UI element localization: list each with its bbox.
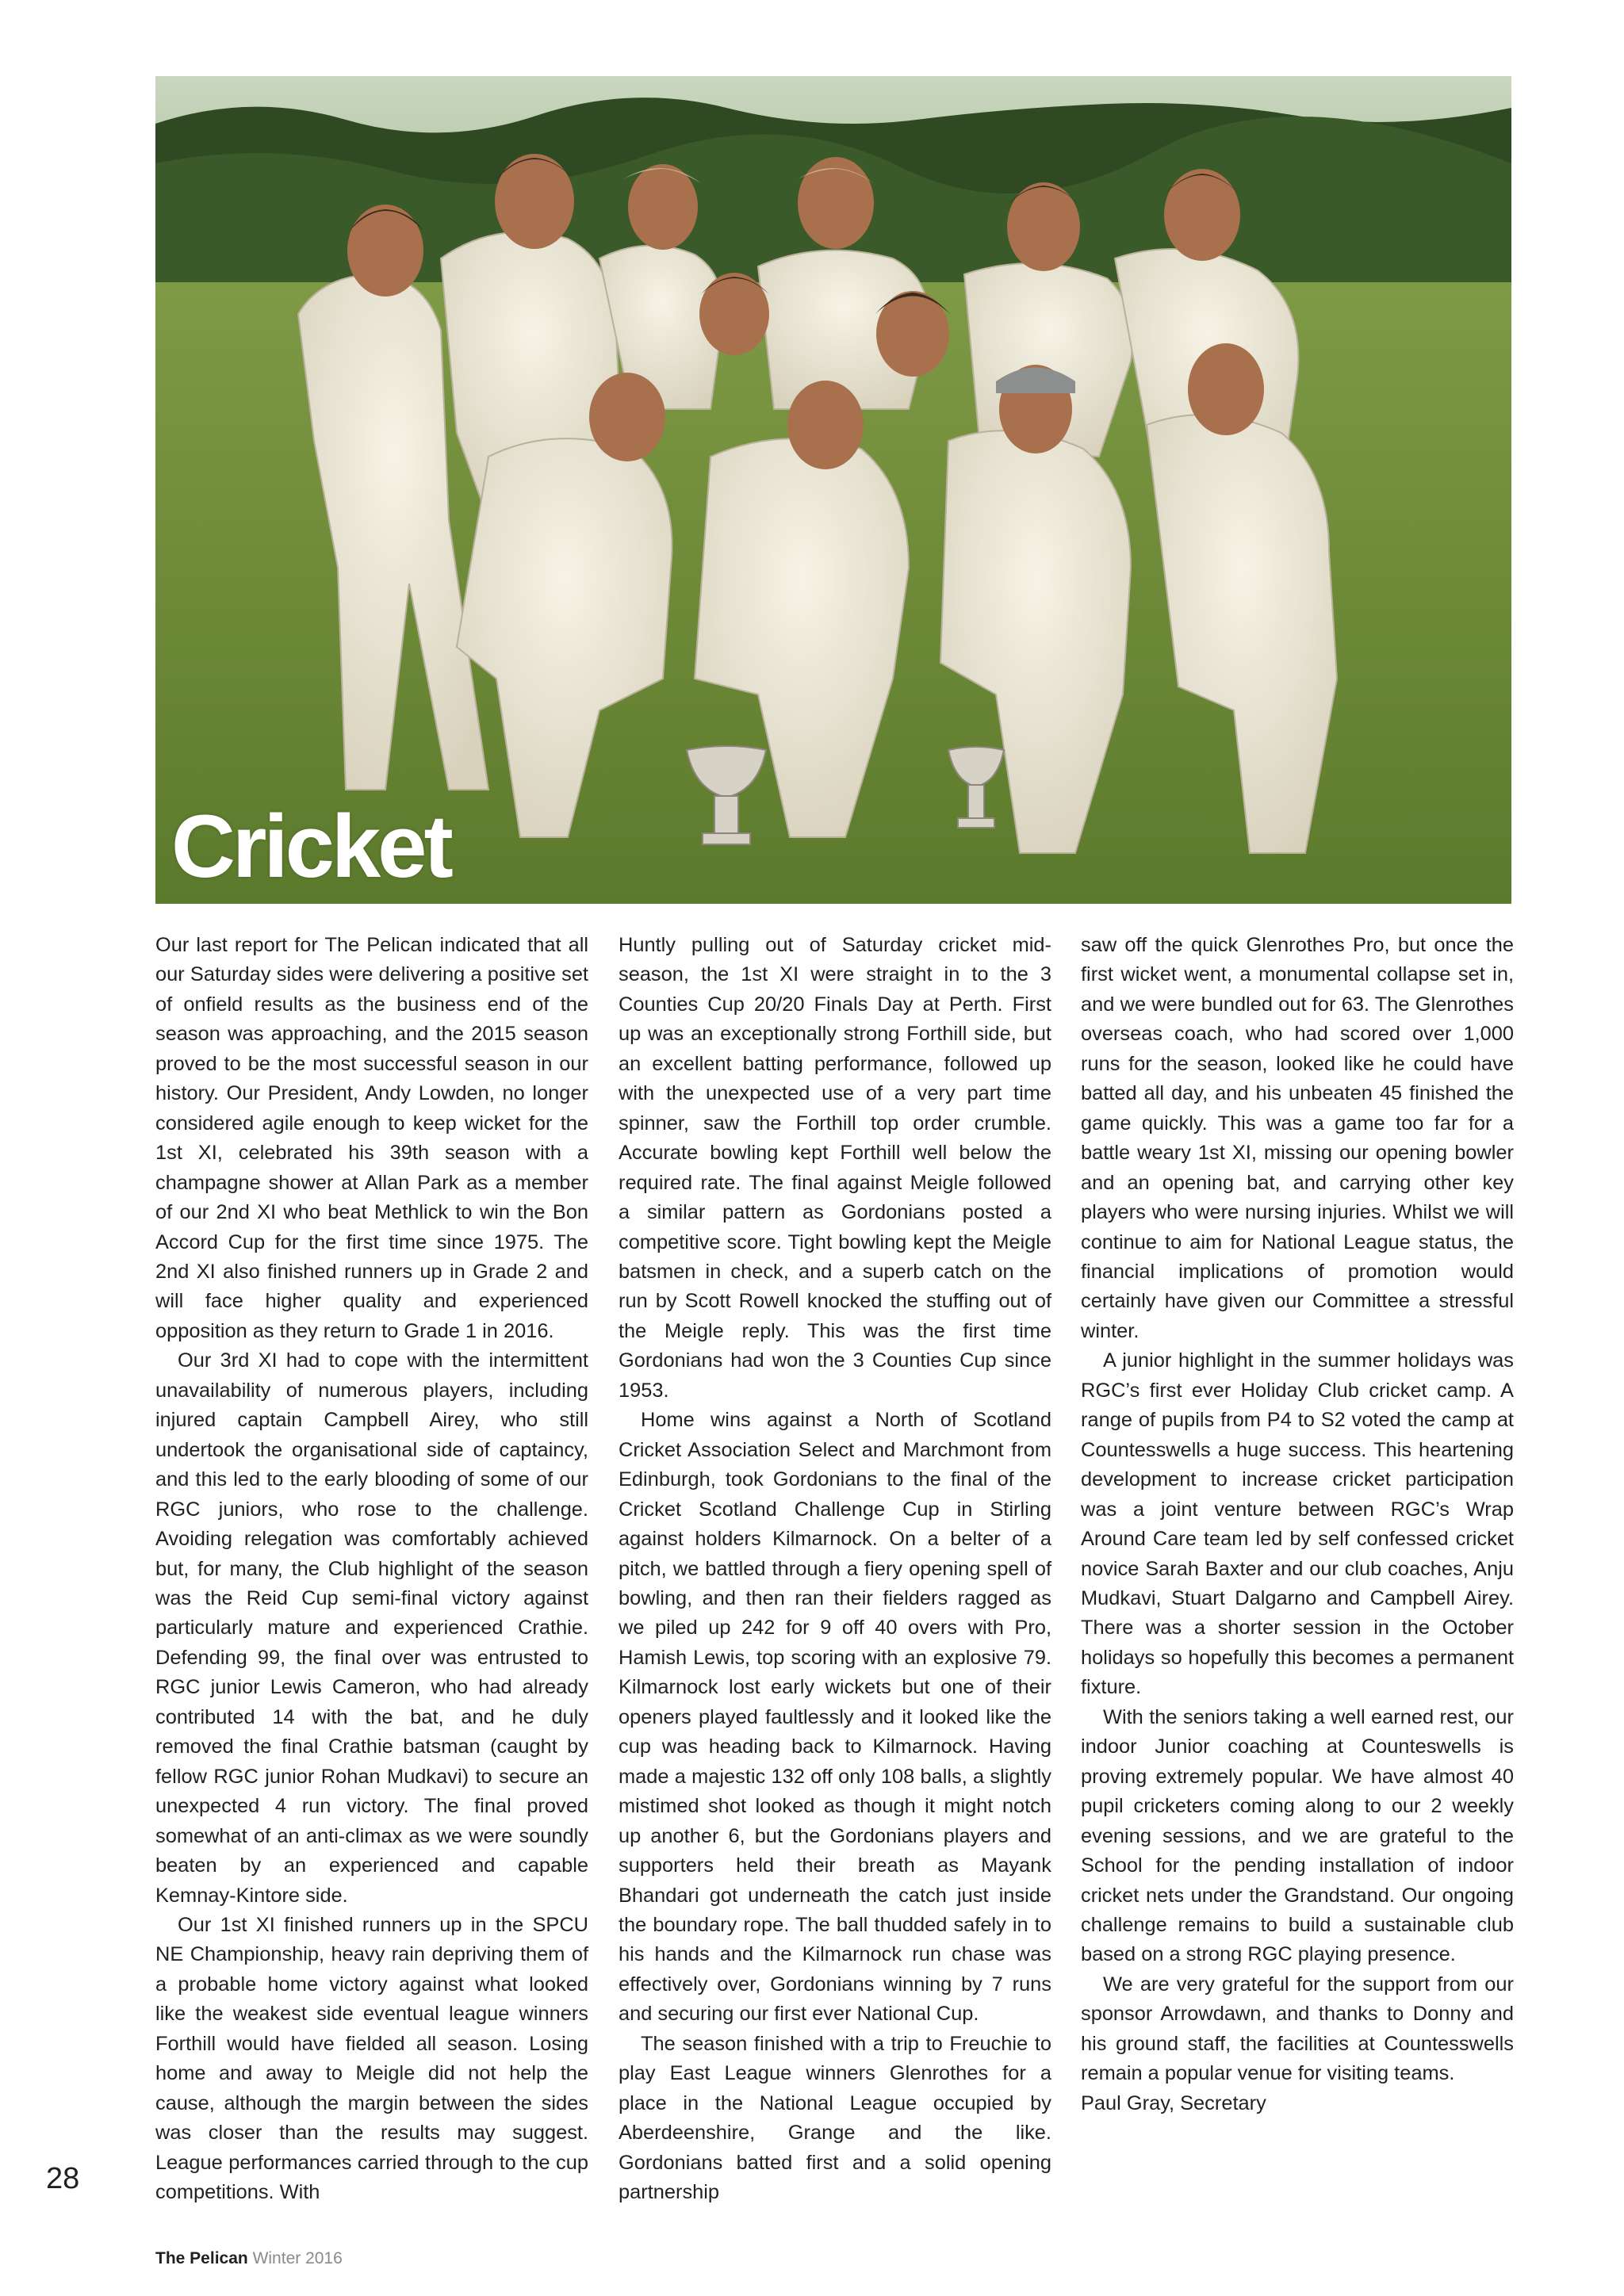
issue-label: Winter 2016 bbox=[252, 2249, 343, 2267]
team-photo bbox=[155, 76, 1511, 904]
article-column-1 bbox=[155, 931, 588, 2204]
article-paragraph: saw off the quick Glenrothes Pro, but once the first wicket went, a monumental collapse set in, and we were bundled out for 63. The Glenrothes overseas coach, who had scored over 1,000 runs for the season, looked like he could have batted all day, and his unbeaten 45 finished the game quickly. This was a game too far for a battle weary 1st XI, missing our opening bowler and an opening bat, and carrying other key players who were nursing injuries. Whilst we will continue to aim for National League status, the financial implications of promotion would certainly have given our Committee a stressful winter. bbox=[1081, 934, 1514, 1342]
article-paragraph: Our 1st XI finished runners up in the SPCU NE Championship, heavy rain depriving them of a probable home victory against what looked like the weakest side eventual league winners Forthill would have fielded all season. Losing home and away to Meigle did not help the cause, although the margin between the sides was closer than the results may suggest. League performances carried through to the cup competitions. With bbox=[155, 1913, 588, 2204]
article-column-2 bbox=[619, 931, 1051, 2204]
article-paragraph: A junior highlight in the summer holidays was RGC’s first ever Holiday Club cricket camp. A range of pupils from P4 to S2 voted the camp at Countesswells a huge success. This heartening development to increase cricket participation was a joint venture between RGC’s Wrap Around Care team led by self confessed cricket novice Sarah Baxter and our club coaches, Anju Mudkavi, Stuart Dalgarno and Campbell Airey. There was a shorter session in the October holidays so hopefully this becomes a permanent fixture. bbox=[1081, 1349, 1514, 1699]
article-paragraph: Huntly pulling out of Saturday cricket mid-season, the 1st XI were straight in to the 3 Counties Cup 20/20 Finals Day at Perth. First up was an exceptionally strong Forthill side, but an excellent batting performance, followed up with the unexpected use of a very part time spinner, saw the Forthill top order crumble. Accurate bowling kept Forthill well below the required rate. The final against Meigle followed a similar pattern as Gordonians posted a competitive score. Tight bowling kept the Meigle batsmen in check, and a superb catch on the run by Scott Rowell knocked the stuffing out of the Meigle reply. This was the first time Gordonians had won the 3 Counties Cup since 1953. bbox=[619, 934, 1051, 1402]
section-title: Cricket bbox=[171, 797, 450, 896]
signoff: Paul Gray, Secretary bbox=[1081, 2091, 1266, 2114]
page-number: 28 bbox=[46, 2162, 80, 2195]
article-paragraph: Our 3rd XI had to cope with the intermittent unavailability of numerous players, including injured captain Campbell Airey, who still undertook the organisational side of captaincy, and this led to the early blooding of some of our RGC juniors, who rose to the challenge. Avoiding relegation was comfortably achieved but, for many, the Club highlight of the season was the Reid Cup semi-final victory against particularly mature and experienced Crathie. Defending 99, the final over was entrusted to RGC junior Lewis Cameron, who had already contributed 14 with the bat, and he duly removed the final Crathie batsman (caught by fellow RGC junior Rohan Mudkavi) to secure an unexpected 4 run victory. The final proved somewhat of an anti-climax as we were soundly beaten by an experienced and capable Kemnay-Kintore side. bbox=[155, 1349, 588, 1907]
publication-name: The Pelican bbox=[155, 2249, 248, 2267]
article-paragraph: The season finished with a trip to Freuchie to play East League winners Glenrothes for a place in the National League occupied by Aberdeenshire, Grange and the like. Gordonians batted first and a solid opening partnership bbox=[619, 2032, 1051, 2204]
article-paragraph: Our last report for The Pelican indicated that all our Saturday sides were delivering a positive set of onfield results as the business end of the season was approaching, and the 2015 season proved to be the most successful season in our history. Our President, Andy Lowden, no longer considered agile enough to keep wicket for the 1st XI, celebrated his 39th season with a champagne shower at Allan Park as a member of our 2nd XI who beat Methlick to win the Bon Accord Cup for the first time since 1975. The 2nd XI also finished runners up in Grade 2 and will face higher quality and experienced opposition as they return to Grade 1 in 2016. bbox=[155, 934, 588, 1342]
article-paragraph: With the seniors taking a well earned rest, our indoor Junior coaching at Counteswells is proving extremely popular. We have almost 40 pupil cricketers coming along to our 2 weekly evening sessions, and we are grateful to the School for the pending installation of indoor cricket nets under the Grandstand. Our ongoing challenge remains to build a sustainable club based on a strong RGC playing presence. bbox=[1081, 1705, 1514, 1966]
article-paragraph: We are very grateful for the support from our sponsor Arrowdawn, and thanks to Donny and his ground staff, the facilities at Countesswells remain a popular venue for visiting teams. bbox=[1081, 1973, 1514, 2085]
team-photo-illustration bbox=[155, 76, 1511, 904]
article-column-3 bbox=[1081, 931, 1514, 2152]
article-paragraph: Home wins against a North of Scotland Cricket Association Select and Marchmont from Edinburgh, took Gordonians to the final of the Cricket Scotland Challenge Cup in Stirling against holders Kilmarnock. On a belter of a pitch, we battled through a fiery opening spell of bowling, and then ran their fielders ragged as we piled up 242 for 9 off 40 overs with Pro, Hamish Lewis, top scoring with an explosive 79. Kilmarnock lost early wickets but one of their openers played faultlessly and it looked like the cup was heading back to Kilmarnock. Having made a majestic 132 off only 108 balls, a slightly mistimed shot looked as though it might notch up another 6, but the Gordonians players and supporters held their breath as Mayank Bhandari got underneath the catch just inside the boundary rope. The ball thudded safely in to his hands and the Kilmarnock run chase was effectively over, Gordonians winning by 7 runs and securing our first ever National Cup. bbox=[619, 1409, 1051, 2026]
running-footer bbox=[155, 2250, 343, 2267]
